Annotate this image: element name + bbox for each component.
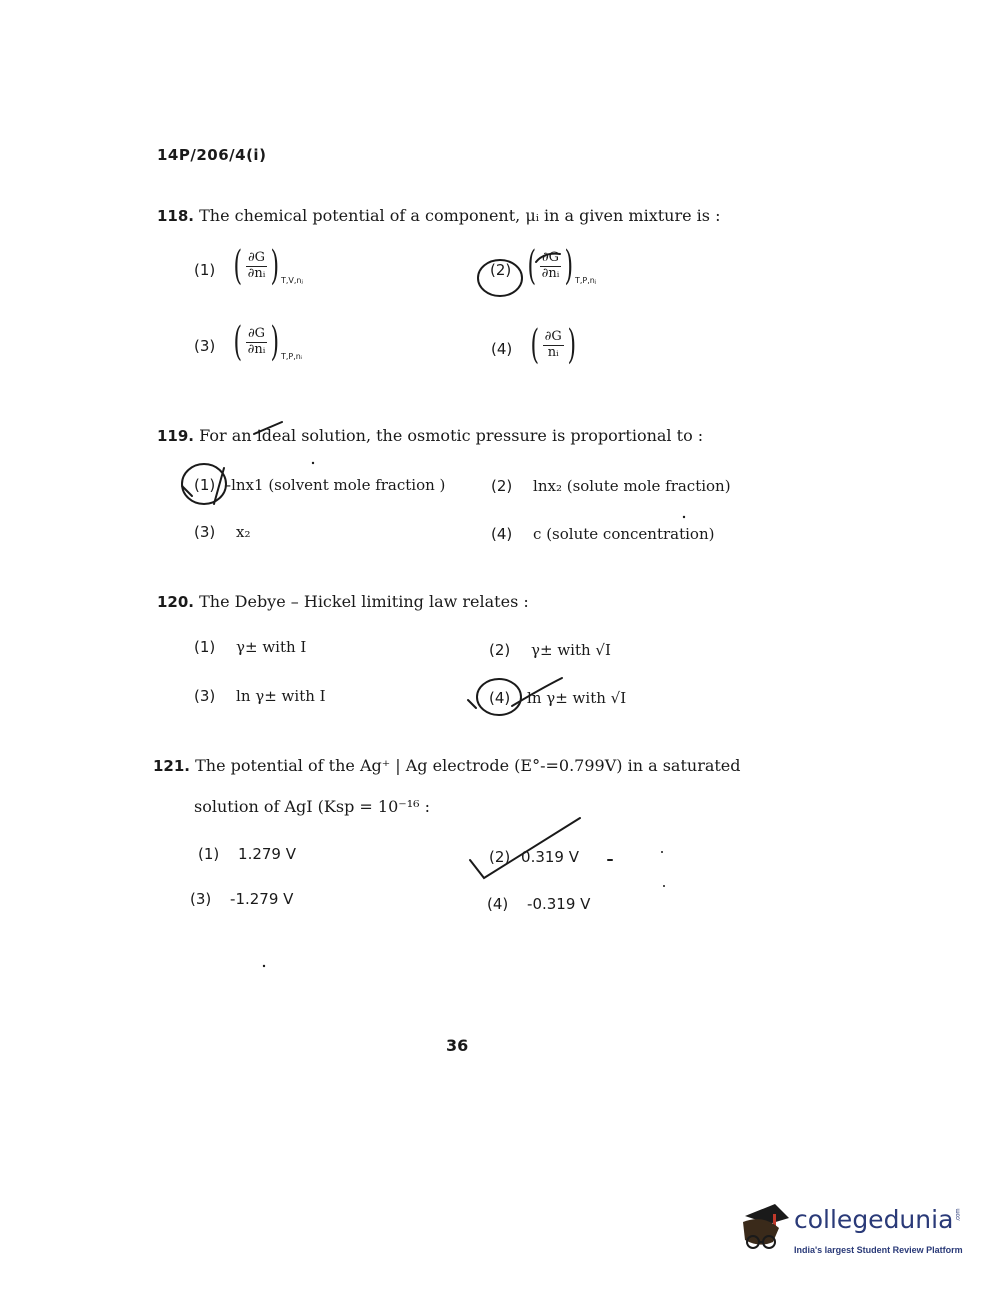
brand-suffix: .com <box>955 1208 962 1222</box>
option-label: (3) <box>194 523 216 541</box>
option-text: x₂ <box>236 523 251 541</box>
question-text-line-1: The potential of the Ag⁺ | Ag electrode (E°-=0.799V) in a saturated <box>195 756 741 775</box>
q118-option-3: (3) ( $\frac{\partial G}{\text{∂nᵢ}}$ ) T,P,nᵢ <box>194 319 303 365</box>
paper-code: 14P/206/4(i) <box>157 146 267 164</box>
option-label: (2) <box>489 641 511 659</box>
option-label: (3) <box>194 687 216 705</box>
option-label: (4) <box>487 895 509 913</box>
q118-option-4: (4) ( $\frac{\partial G}{\text{nᵢ}}$ ) <box>491 322 576 368</box>
partial-derivative: $\frac{\partial G}{\text{∂nᵢ}}$ <box>541 249 560 281</box>
page-number: 36 <box>446 1036 469 1055</box>
option-text: ln γ± with I <box>236 687 326 705</box>
answer-circle <box>478 260 522 296</box>
question-number: 118. <box>157 207 195 225</box>
option-label: (1) <box>198 845 220 863</box>
option-label: (3) <box>194 337 216 355</box>
question-text: The chemical potential of a component, μᵢ in a given mixture is : <box>199 206 721 225</box>
option-label: (2) <box>491 477 513 495</box>
subscript: T,P,nᵢ <box>280 351 303 361</box>
option-label: (4) <box>489 689 511 707</box>
partial-derivative: $\frac{\partial G}{\text{∂nᵢ}}$ <box>247 325 266 357</box>
mascot-logo-icon <box>735 1198 793 1256</box>
option-text: -1.279 V <box>230 890 294 908</box>
subscript: T,V,nⱼ <box>280 275 303 285</box>
option-label: (4) <box>491 340 513 358</box>
q118-option-1: (1) ( $\frac{\partial G}{\text{∂nᵢ}}$ ) T,V,nⱼ <box>194 243 303 289</box>
question-text: For an ideal solution, the osmotic pressure is proportional to : <box>199 426 704 445</box>
option-label: (1) <box>194 638 216 656</box>
option-text: c (solute concentration) <box>533 525 715 543</box>
option-text: -lnx1 (solvent mole fraction ) <box>226 476 446 494</box>
option-label: (1) <box>194 476 216 494</box>
option-label: (2) <box>489 848 511 866</box>
subscript: T,P,nⱼ <box>574 275 597 285</box>
question-number: 120. <box>157 593 195 611</box>
option-text: lnx₂ (solute mole fraction) <box>533 477 731 495</box>
brand-name: collegedunia <box>794 1205 954 1234</box>
answer-strike <box>254 422 282 434</box>
answer-check <box>468 700 476 708</box>
brand-tagline: India's largest Student Review Platform <box>794 1245 963 1255</box>
option-label: (4) <box>491 525 513 543</box>
option-text: ln γ± with √I <box>527 689 627 707</box>
option-text: 0.319 V <box>521 848 580 866</box>
answer-check <box>470 818 580 878</box>
partial-derivative: $\frac{\partial G}{\text{∂nᵢ}}$ <box>247 249 266 281</box>
option-label: (2) <box>490 261 512 279</box>
option-label: (3) <box>190 890 212 908</box>
q118-option-2: (2) ( $\frac{\partial G}{\text{∂nᵢ}}$ ) T,P,nⱼ <box>490 243 597 289</box>
answer-circle <box>477 679 521 715</box>
option-text: γ± with I <box>236 638 307 656</box>
option-text: 1.279 V <box>238 845 297 863</box>
question-text: The Debye – Hickel limiting law relates : <box>199 592 529 611</box>
question-number: 119. <box>157 427 195 445</box>
option-text: -0.319 V <box>527 895 591 913</box>
option-label: (1) <box>194 261 216 279</box>
question-number: 121. <box>153 757 191 775</box>
derivative: $\frac{\partial G}{\text{nᵢ}}$ <box>544 328 562 360</box>
answer-scribble <box>536 254 560 262</box>
option-text: γ± with √I <box>531 641 611 659</box>
question-121-line-2: solution of AgI (Ksp = 10⁻¹⁶ : <box>194 797 431 816</box>
